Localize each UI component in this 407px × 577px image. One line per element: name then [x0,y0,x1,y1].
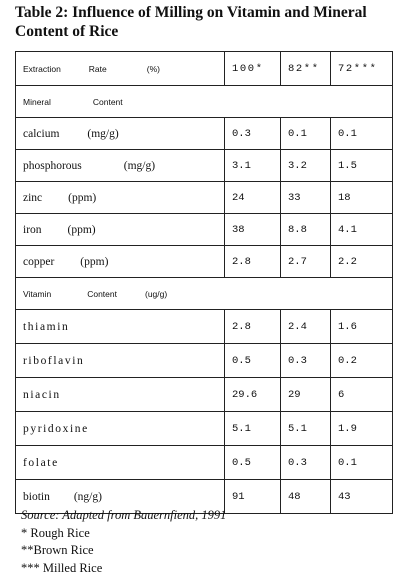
value-milled: 4.1 [331,214,393,246]
value-rough: 24 [225,182,281,214]
source-note: Source: Adapted from Bauernfiend, 1991 [21,507,226,525]
extraction-label: Extraction [23,64,61,74]
value-brown: 0.3 [281,446,331,480]
nutrient-name: copper [23,256,54,268]
value-rough: 2.8 [225,310,281,344]
value-rough: 91 [225,480,281,514]
value-rough: 0.5 [225,344,281,378]
value-milled: 1.5 [331,150,393,182]
mineral-section-header [16,86,393,118]
table-row [16,344,393,378]
value-brown: 48 [281,480,331,514]
nutrient-name: calcium [23,128,59,140]
table-row [16,446,393,480]
nutrient-unit: (mg/g) [124,160,155,172]
mineral-content-label: Content [93,97,123,107]
value-milled: 0.2 [331,344,393,378]
table-row [16,214,393,246]
row-label: thiamin [16,310,225,344]
value-brown: 2.7 [281,246,331,278]
table-row [16,118,393,150]
vitamin-label: Vitamin [23,289,51,299]
value-milled: 18 [331,182,393,214]
value-rough: 5.1 [225,412,281,446]
value-rough: 3.1 [225,150,281,182]
table-row [16,246,393,278]
mineral-section-row [16,86,393,118]
nutrient-unit: (mg/g) [87,128,118,140]
footnote-milled-rice: *** Milled Rice [21,560,226,577]
vitamin-content-label: Content [87,289,117,299]
vitamin-section-header [16,278,393,310]
vitamin-section-row [16,278,393,310]
header-col-rough: 100* [225,52,281,86]
nutrient-unit: (ppm) [80,256,108,268]
value-rough: 38 [225,214,281,246]
row-label [16,182,225,214]
value-milled: 2.2 [331,246,393,278]
value-brown: 29 [281,378,331,412]
header-col-milled: 72*** [331,52,393,86]
value-brown: 3.2 [281,150,331,182]
table-row [16,182,393,214]
value-brown: 5.1 [281,412,331,446]
value-milled: 0.1 [331,446,393,480]
row-label: folate [16,446,225,480]
value-rough: 2.8 [225,246,281,278]
value-milled: 6 [331,378,393,412]
value-milled: 1.9 [331,412,393,446]
table-row [16,310,393,344]
value-rough: 29.6 [225,378,281,412]
nutrient-unit: (ppm) [68,192,96,204]
nutrient-name: zinc [23,192,42,204]
row-label [16,150,225,182]
nutrient-name: phosphorous [23,160,82,172]
table-title: Table 2: Influence of Milling on Vitamin and Mineral Content of Rice [15,3,400,41]
value-brown: 0.1 [281,118,331,150]
footnote-rough-rice: * Rough Rice [21,525,226,543]
footnote-brown-rice: **Brown Rice [21,542,226,560]
nutrient-unit: (ppm) [68,224,96,236]
table-row [16,150,393,182]
value-milled: 1.6 [331,310,393,344]
percent-unit-label: (%) [147,64,160,74]
value-rough: 0.5 [225,446,281,480]
vitamin-unit-label: (ug/g) [145,289,167,299]
nutrient-unit: (ng/g) [74,491,102,503]
nutrient-name: iron [23,224,42,236]
value-brown: 8.8 [281,214,331,246]
row-label: niacin [16,378,225,412]
table-row [16,412,393,446]
nutrient-name: biotin [23,491,50,503]
header-col-brown: 82** [281,52,331,86]
rate-label: Rate [89,64,107,74]
row-label: riboflavin [16,344,225,378]
footnotes [21,507,226,577]
row-label [16,214,225,246]
row-label [16,118,225,150]
value-brown: 2.4 [281,310,331,344]
value-brown: 33 [281,182,331,214]
value-brown: 0.3 [281,344,331,378]
mineral-label: Mineral [23,97,51,107]
value-milled: 43 [331,480,393,514]
nutrient-table [15,51,393,514]
table-row [16,378,393,412]
value-milled: 0.1 [331,118,393,150]
row-label [16,246,225,278]
value-rough: 0.3 [225,118,281,150]
header-row [16,52,393,86]
extraction-rate-header [16,52,225,86]
row-label: pyridoxine [16,412,225,446]
